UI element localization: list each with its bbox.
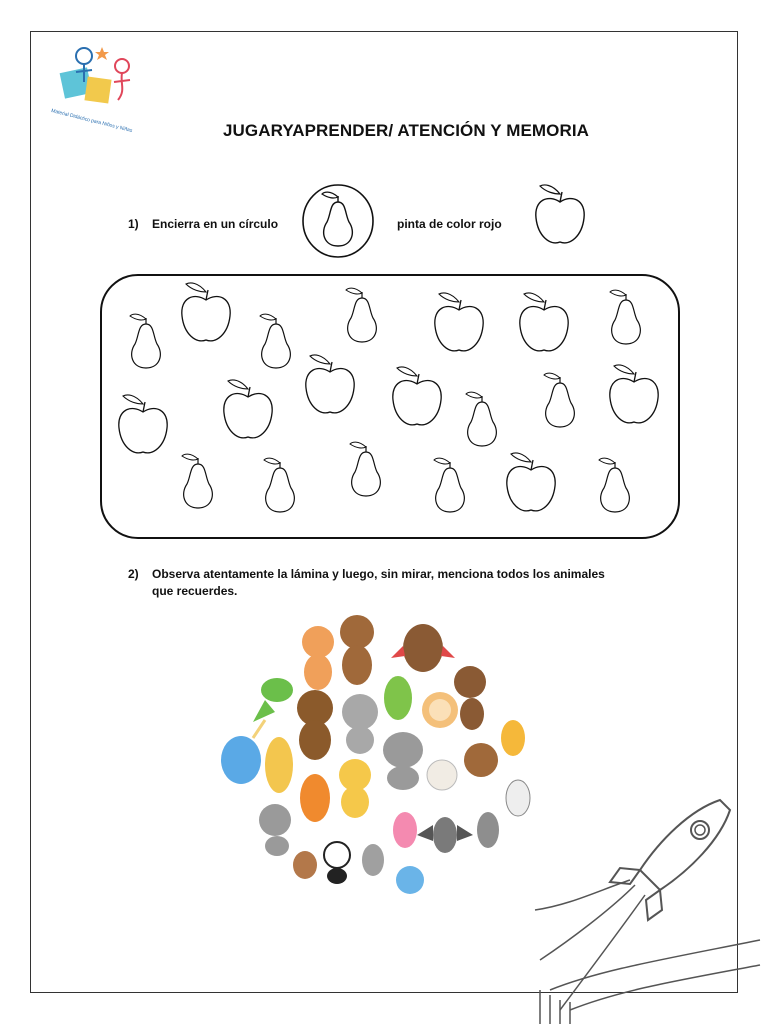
fox-icon bbox=[300, 774, 330, 822]
rabbit-icon bbox=[477, 812, 499, 848]
giraffe-icon bbox=[265, 737, 293, 793]
dinosaur-icon bbox=[384, 676, 412, 720]
hippo-icon bbox=[383, 732, 423, 790]
apple-icon bbox=[435, 293, 483, 351]
pear-icon bbox=[599, 458, 629, 512]
pear-icon bbox=[264, 458, 294, 512]
pear-icon bbox=[544, 373, 574, 427]
bear-icon bbox=[297, 690, 333, 760]
dog-icon bbox=[340, 615, 374, 685]
pear-icon bbox=[130, 314, 160, 368]
apple-icon bbox=[393, 367, 441, 425]
leopard-icon bbox=[339, 759, 371, 818]
buffalo-icon bbox=[464, 743, 498, 777]
instruction-1-text-a: Encierra en un círculo bbox=[152, 217, 279, 231]
page-title: JUGARYAPRENDER/ ATENCIÓN Y MEMORIA bbox=[222, 121, 590, 140]
apple-icon bbox=[507, 453, 555, 511]
rocket-icon bbox=[530, 790, 768, 1024]
pear-icon bbox=[434, 458, 464, 512]
chicken-icon bbox=[293, 851, 317, 879]
monkey-icon bbox=[454, 666, 486, 730]
apple-icon bbox=[610, 365, 658, 423]
logo-caption: Material Didáctico para Niños y Niñas bbox=[50, 108, 133, 134]
pear-icon bbox=[182, 454, 212, 508]
tiger-icon bbox=[501, 720, 525, 756]
bat-icon bbox=[417, 817, 473, 853]
instruction-1-number: 1) bbox=[128, 217, 139, 231]
crocodile-icon bbox=[253, 678, 293, 722]
instruction-2 bbox=[128, 566, 628, 606]
zebra-icon bbox=[506, 780, 530, 816]
apple-icon bbox=[224, 380, 272, 438]
cat-icon bbox=[302, 626, 334, 690]
instruction-2-number: 2) bbox=[128, 567, 139, 581]
narwhal-icon bbox=[221, 720, 265, 784]
animals-illustration bbox=[205, 610, 545, 930]
pear-icon bbox=[466, 392, 496, 446]
bunny-icon bbox=[362, 844, 384, 876]
chameleon-icon bbox=[396, 866, 424, 894]
pear-icon bbox=[350, 442, 380, 496]
owl-icon bbox=[391, 624, 455, 672]
instruction-1-text-b: pinta de color rojo bbox=[397, 217, 502, 231]
elephant-icon bbox=[342, 694, 378, 754]
pear-icon bbox=[260, 314, 290, 368]
sheep-icon bbox=[427, 760, 457, 790]
instruction-2-text: Observa atentamente la lámina y luego, sin mirar, menciona todos los animales que recuerdes. bbox=[152, 567, 605, 598]
apple-icon bbox=[182, 283, 230, 341]
apple-icon bbox=[520, 293, 568, 351]
pear-icon bbox=[610, 290, 640, 344]
lion-icon bbox=[422, 692, 458, 728]
panda-icon bbox=[324, 842, 350, 884]
apple-icon bbox=[306, 355, 354, 413]
pear-icon bbox=[346, 288, 376, 342]
apple-icon bbox=[119, 395, 167, 453]
koala-icon bbox=[259, 804, 291, 856]
unicorn-icon bbox=[393, 812, 417, 848]
